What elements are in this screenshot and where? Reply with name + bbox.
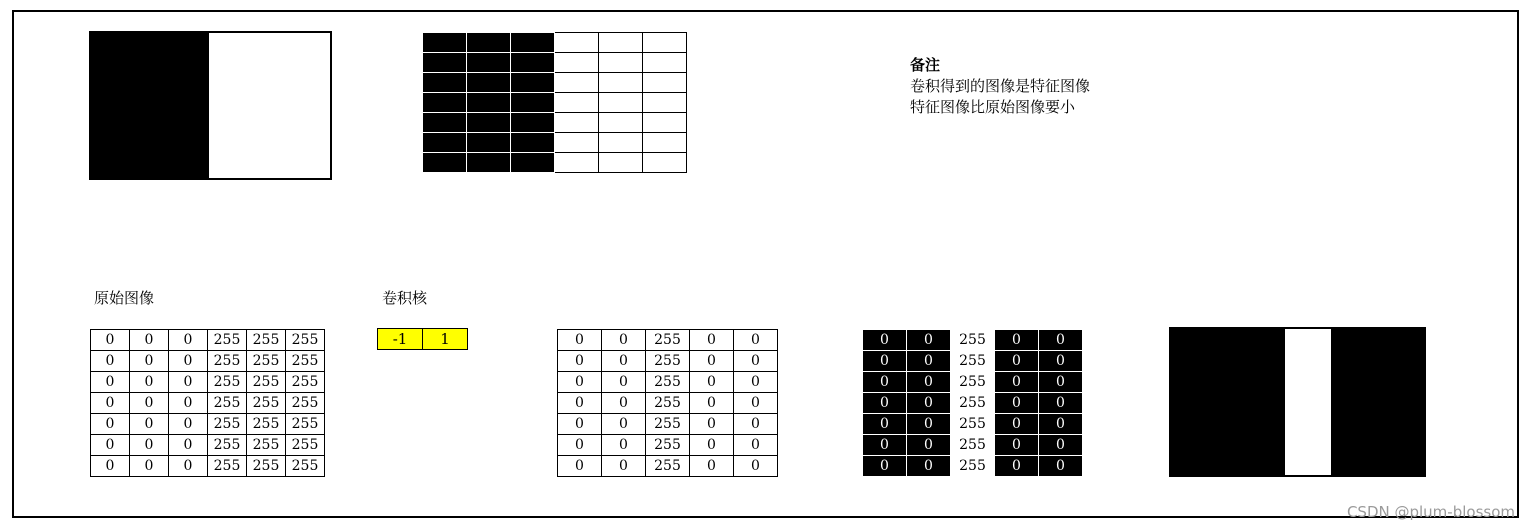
grid-row bbox=[423, 153, 687, 173]
grid-pixel bbox=[511, 73, 555, 93]
table-cell: 0 bbox=[91, 456, 130, 477]
table-cell: 0 bbox=[907, 330, 951, 351]
table-cell: 0 bbox=[734, 351, 778, 372]
grid-pixel bbox=[555, 93, 599, 113]
table-row bbox=[558, 456, 778, 477]
table-cell: 0 bbox=[130, 414, 169, 435]
grid-pixel bbox=[643, 53, 687, 73]
table-cell: 255 bbox=[951, 351, 995, 372]
feature-result-image bbox=[1169, 327, 1426, 477]
grid-pixel bbox=[555, 73, 599, 93]
table-cell: 0 bbox=[863, 372, 907, 393]
table-row bbox=[91, 330, 325, 351]
table-cell: 0 bbox=[863, 435, 907, 456]
table-cell: 0 bbox=[558, 393, 602, 414]
grid-pixel bbox=[511, 93, 555, 113]
table-cell: 0 bbox=[130, 330, 169, 351]
grid-pixel bbox=[467, 33, 511, 53]
table-row bbox=[91, 372, 325, 393]
table-cell: 0 bbox=[169, 393, 208, 414]
table-cell: 0 bbox=[1039, 435, 1083, 456]
table-cell: 0 bbox=[690, 456, 734, 477]
grid-pixel bbox=[643, 93, 687, 113]
grid-pixel bbox=[643, 73, 687, 93]
table-cell: 255 bbox=[286, 330, 325, 351]
table-row bbox=[558, 372, 778, 393]
table-row bbox=[558, 351, 778, 372]
table-cell: 0 bbox=[169, 414, 208, 435]
table-cell: 255 bbox=[208, 435, 247, 456]
table-cell: 0 bbox=[734, 330, 778, 351]
table-cell: 0 bbox=[863, 351, 907, 372]
table-cell: 255 bbox=[247, 435, 286, 456]
table-cell: 255 bbox=[286, 351, 325, 372]
table-cell: 0 bbox=[995, 456, 1039, 477]
table-row bbox=[863, 351, 1083, 372]
table-cell: 0 bbox=[91, 414, 130, 435]
table-cell: 0 bbox=[91, 330, 130, 351]
table-cell: 255 bbox=[646, 393, 690, 414]
grid-pixel bbox=[511, 133, 555, 153]
original-image-label: 原始图像 bbox=[94, 289, 155, 307]
table-cell: 255 bbox=[951, 435, 995, 456]
table-cell: 0 bbox=[907, 435, 951, 456]
pixel-grid bbox=[422, 32, 687, 173]
table-cell: 0 bbox=[863, 393, 907, 414]
table-cell: 0 bbox=[169, 456, 208, 477]
table-cell: 0 bbox=[734, 456, 778, 477]
grid-pixel bbox=[467, 153, 511, 173]
table-cell: 0 bbox=[169, 351, 208, 372]
table-cell: 255 bbox=[646, 330, 690, 351]
table-cell: 0 bbox=[602, 351, 646, 372]
table-cell: 0 bbox=[558, 372, 602, 393]
original-pixel-table bbox=[90, 329, 325, 477]
table-cell: 0 bbox=[91, 435, 130, 456]
table-cell: 255 bbox=[951, 372, 995, 393]
table-row bbox=[863, 372, 1083, 393]
table-cell: 0 bbox=[690, 435, 734, 456]
grid-pixel bbox=[467, 73, 511, 93]
table-cell: 255 bbox=[646, 456, 690, 477]
grid-pixel bbox=[555, 53, 599, 73]
table-cell: 0 bbox=[130, 372, 169, 393]
table-row bbox=[558, 393, 778, 414]
table-cell: 0 bbox=[558, 351, 602, 372]
table-cell: 255 bbox=[208, 351, 247, 372]
table-cell: 0 bbox=[734, 435, 778, 456]
table-cell: 0 bbox=[602, 456, 646, 477]
table-cell: 0 bbox=[863, 414, 907, 435]
grid-pixel bbox=[599, 113, 643, 133]
kernel-label: 卷积核 bbox=[382, 289, 428, 307]
table-cell: 0 bbox=[130, 351, 169, 372]
watermark: CSDN @plum-blossom bbox=[1346, 503, 1515, 521]
table-cell: 0 bbox=[91, 393, 130, 414]
grid-pixel bbox=[423, 133, 467, 153]
table-cell: 0 bbox=[558, 330, 602, 351]
grid-row bbox=[423, 113, 687, 133]
table-cell: 255 bbox=[951, 330, 995, 351]
table-cell: 0 bbox=[863, 330, 907, 351]
kernel-cell: 1 bbox=[423, 329, 468, 350]
notes-title: 备注 bbox=[910, 56, 941, 74]
table-row bbox=[91, 435, 325, 456]
table-row bbox=[863, 393, 1083, 414]
table-cell: 0 bbox=[995, 393, 1039, 414]
result-white-stripe bbox=[1285, 329, 1331, 475]
table-row bbox=[558, 414, 778, 435]
grid-pixel bbox=[423, 93, 467, 113]
table-cell: 255 bbox=[208, 456, 247, 477]
grid-pixel bbox=[599, 153, 643, 173]
grid-pixel bbox=[555, 113, 599, 133]
table-cell: 0 bbox=[1039, 372, 1083, 393]
table-cell: 255 bbox=[247, 393, 286, 414]
table-cell: 0 bbox=[907, 456, 951, 477]
grid-pixel bbox=[599, 133, 643, 153]
table-row bbox=[91, 456, 325, 477]
grid-pixel bbox=[643, 33, 687, 53]
grid-pixel bbox=[643, 113, 687, 133]
table-cell: 0 bbox=[602, 393, 646, 414]
table-cell: 0 bbox=[907, 414, 951, 435]
image-white-region bbox=[209, 33, 330, 178]
table-cell: 255 bbox=[286, 393, 325, 414]
grid-pixel bbox=[423, 153, 467, 173]
table-cell: 0 bbox=[1039, 456, 1083, 477]
grid-pixel bbox=[599, 53, 643, 73]
table-cell: 0 bbox=[558, 456, 602, 477]
grid-pixel bbox=[511, 33, 555, 53]
table-cell: 0 bbox=[169, 372, 208, 393]
grid-pixel bbox=[643, 153, 687, 173]
notes-line: 卷积得到的图像是特征图像 bbox=[910, 77, 1091, 95]
table-cell: 255 bbox=[646, 372, 690, 393]
table-row bbox=[558, 435, 778, 456]
table-cell: 0 bbox=[995, 372, 1039, 393]
table-cell: 0 bbox=[734, 414, 778, 435]
grid-pixel bbox=[467, 53, 511, 73]
grid-pixel bbox=[423, 33, 467, 53]
table-cell: 255 bbox=[286, 456, 325, 477]
grid-row bbox=[423, 53, 687, 73]
table-cell: 0 bbox=[863, 456, 907, 477]
table-cell: 255 bbox=[951, 456, 995, 477]
table-cell: 0 bbox=[1039, 330, 1083, 351]
table-cell: 0 bbox=[690, 351, 734, 372]
table-cell: 0 bbox=[1039, 414, 1083, 435]
table-cell: 255 bbox=[646, 435, 690, 456]
table-row bbox=[91, 351, 325, 372]
table-cell: 255 bbox=[247, 330, 286, 351]
table-row bbox=[863, 456, 1083, 477]
grid-pixel bbox=[555, 133, 599, 153]
table-cell: 255 bbox=[208, 372, 247, 393]
table-cell: 255 bbox=[286, 414, 325, 435]
grid-pixel bbox=[423, 113, 467, 133]
table-cell: 0 bbox=[690, 414, 734, 435]
grid-pixel bbox=[467, 113, 511, 133]
table-cell: 255 bbox=[286, 372, 325, 393]
grid-pixel bbox=[467, 93, 511, 113]
original-binary-image bbox=[89, 31, 332, 180]
grid-pixel bbox=[511, 53, 555, 73]
table-cell: 0 bbox=[169, 435, 208, 456]
table-cell: 255 bbox=[247, 372, 286, 393]
feature-value-table bbox=[557, 329, 778, 477]
grid-pixel bbox=[599, 33, 643, 53]
table-cell: 0 bbox=[130, 456, 169, 477]
table-cell: 0 bbox=[558, 414, 602, 435]
grid-pixel bbox=[467, 133, 511, 153]
table-cell: 0 bbox=[1039, 393, 1083, 414]
grid-pixel bbox=[555, 33, 599, 53]
table-cell: 0 bbox=[602, 414, 646, 435]
table-cell: 0 bbox=[995, 414, 1039, 435]
notes-line: 特征图像比原始图像要小 bbox=[910, 98, 1076, 116]
table-cell: 0 bbox=[558, 435, 602, 456]
grid-row bbox=[423, 73, 687, 93]
table-cell: 0 bbox=[734, 393, 778, 414]
table-cell: 255 bbox=[286, 435, 325, 456]
table-cell: 0 bbox=[130, 393, 169, 414]
grid-pixel bbox=[599, 73, 643, 93]
table-row bbox=[863, 414, 1083, 435]
grid-pixel bbox=[599, 93, 643, 113]
table-cell: 0 bbox=[995, 435, 1039, 456]
table-row bbox=[863, 330, 1083, 351]
table-row bbox=[91, 393, 325, 414]
table-cell: 0 bbox=[734, 372, 778, 393]
grid-row bbox=[423, 33, 687, 53]
table-cell: 0 bbox=[130, 435, 169, 456]
table-cell: 255 bbox=[247, 351, 286, 372]
table-cell: 0 bbox=[602, 372, 646, 393]
grid-pixel bbox=[423, 53, 467, 73]
table-cell: 0 bbox=[91, 351, 130, 372]
table-cell: 255 bbox=[208, 330, 247, 351]
grid-row bbox=[423, 133, 687, 153]
table-cell: 0 bbox=[907, 393, 951, 414]
table-cell: 0 bbox=[690, 372, 734, 393]
grid-row bbox=[423, 93, 687, 113]
table-cell: 0 bbox=[690, 330, 734, 351]
grid-pixel bbox=[423, 73, 467, 93]
table-cell: 0 bbox=[995, 330, 1039, 351]
notes-block bbox=[910, 55, 1090, 118]
table-cell: 0 bbox=[995, 351, 1039, 372]
table-cell: 255 bbox=[951, 414, 995, 435]
grid-pixel bbox=[643, 133, 687, 153]
table-cell: 0 bbox=[91, 372, 130, 393]
kernel-table bbox=[377, 328, 468, 350]
grid-pixel bbox=[511, 153, 555, 173]
table-cell: 0 bbox=[907, 351, 951, 372]
table-cell: 255 bbox=[951, 393, 995, 414]
image-black-region bbox=[91, 33, 209, 178]
table-cell: 0 bbox=[690, 393, 734, 414]
table-cell: 255 bbox=[646, 351, 690, 372]
kernel-cell: -1 bbox=[378, 329, 423, 350]
table-cell: 0 bbox=[602, 330, 646, 351]
table-cell: 0 bbox=[907, 372, 951, 393]
feature-image-table bbox=[862, 329, 1083, 477]
table-row bbox=[558, 330, 778, 351]
table-cell: 0 bbox=[602, 435, 646, 456]
table-cell: 255 bbox=[247, 414, 286, 435]
table-cell: 0 bbox=[169, 330, 208, 351]
table-cell: 255 bbox=[646, 414, 690, 435]
grid-pixel bbox=[555, 153, 599, 173]
table-cell: 255 bbox=[247, 456, 286, 477]
table-row bbox=[863, 435, 1083, 456]
table-cell: 255 bbox=[208, 393, 247, 414]
table-row bbox=[91, 414, 325, 435]
table-cell: 0 bbox=[1039, 351, 1083, 372]
grid-pixel bbox=[511, 113, 555, 133]
table-cell: 255 bbox=[208, 414, 247, 435]
